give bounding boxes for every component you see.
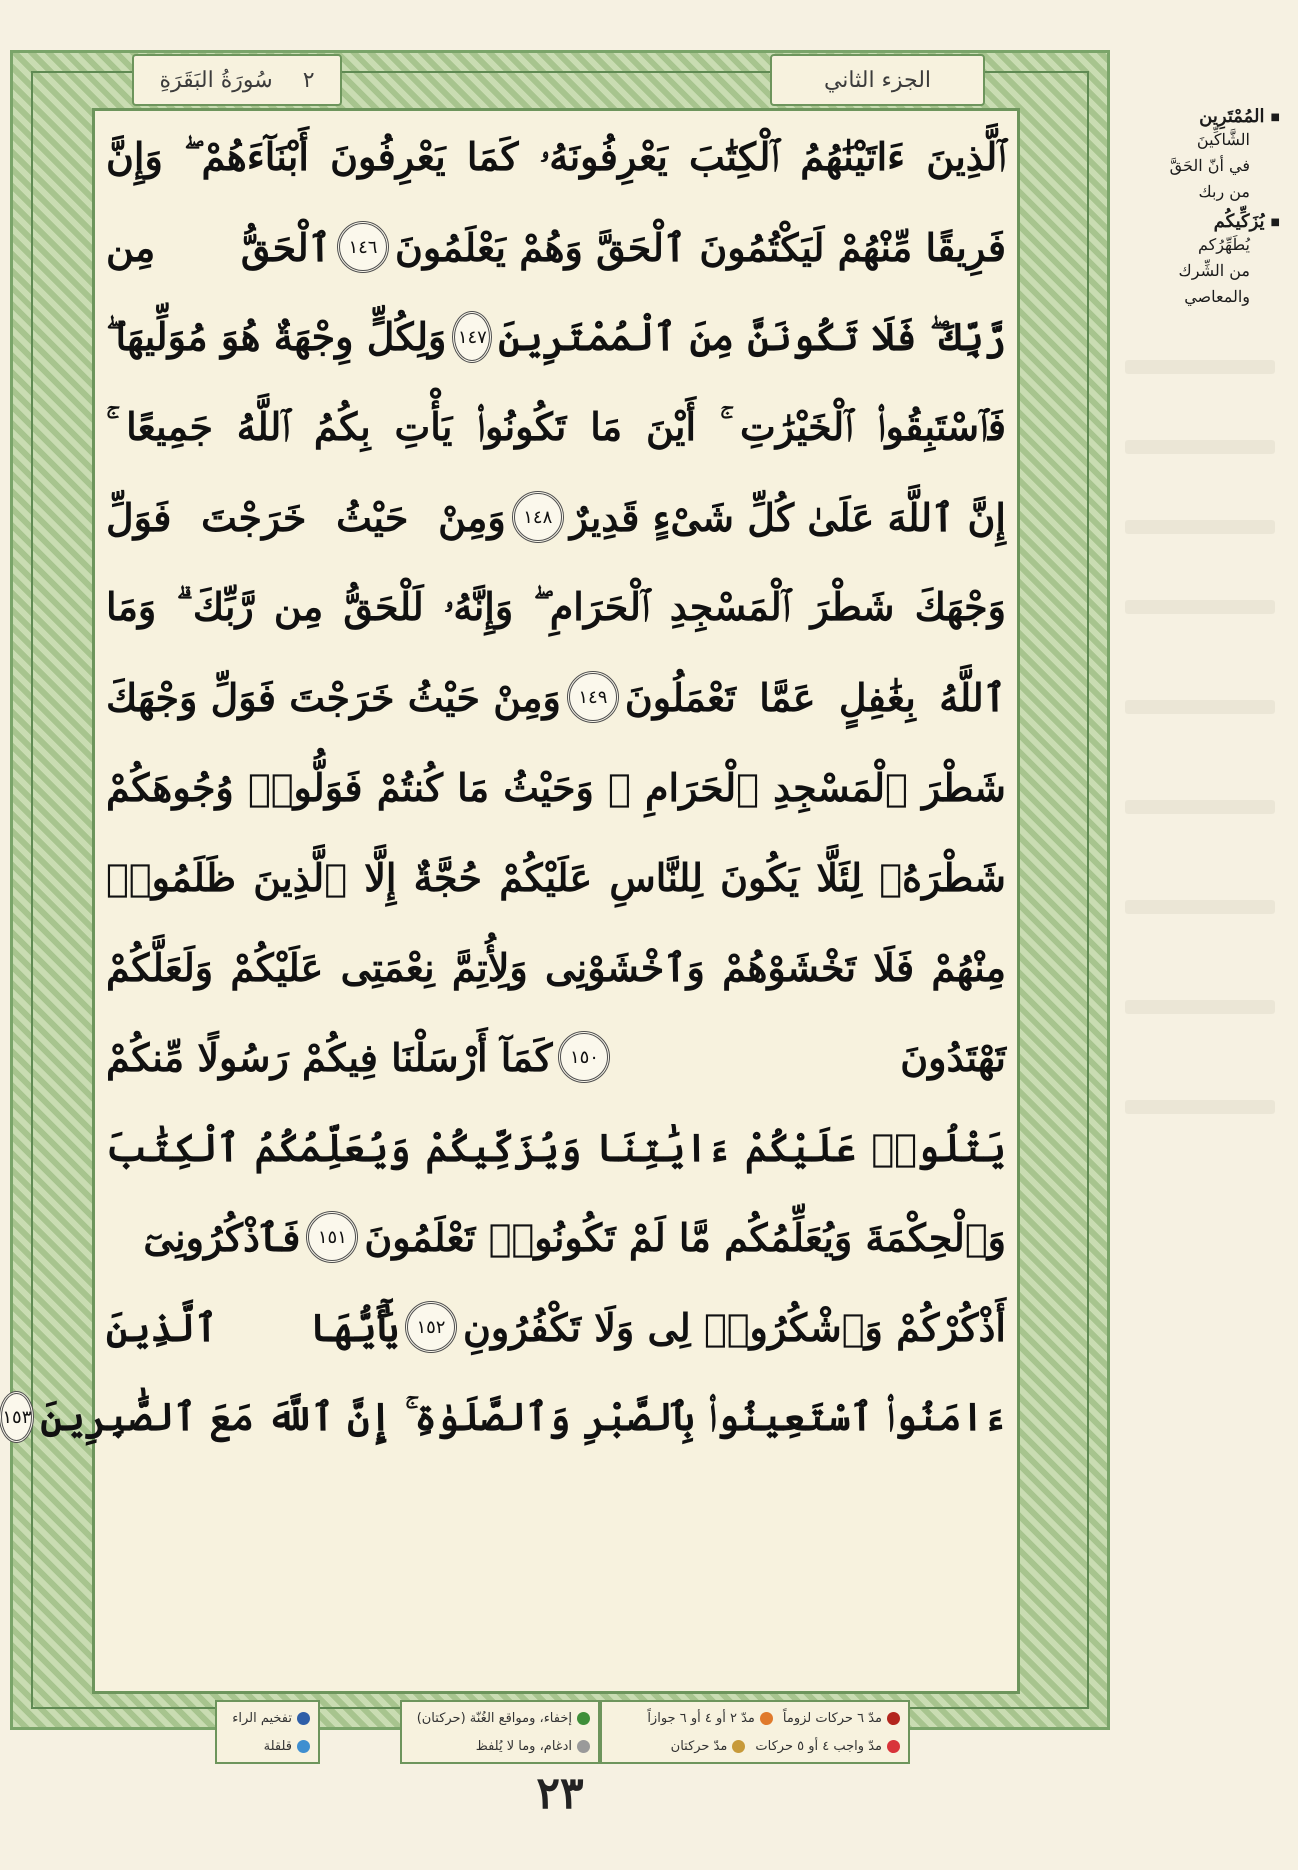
bleed-through-mark	[1125, 900, 1275, 914]
verse-block	[2, 112, 1020, 1462]
bleed-through-mark	[1125, 520, 1275, 534]
juz-name: الجزء الثاني	[823, 67, 932, 93]
gloss-definition: يُطَهِّرُكم	[1197, 235, 1250, 254]
color-dot	[297, 1712, 310, 1725]
surah-name: سُورَةُ البَقَرَةِ	[159, 67, 273, 93]
verse-line: فَرِيقًا مِّنْهُمْ لَيَكْتُمُونَ ٱلْحَقَّ وَهُمْ يَعْلَمُونَ ١٤٦ ٱلْحَقُّ مِن	[92, 202, 1020, 292]
legend-item: مدّ ٢ أو ٤ أو ٦ جوازاً	[647, 1711, 773, 1726]
ayah-number-badge: ١٤٩	[567, 671, 619, 723]
verse-line: رَّبِّكَ ۖ فَلَا تَكُونَنَّ مِنَ ٱلْمُمْتَرِينَ ١٤٧ وَلِكُلٍّ وِجْهَةٌ هُوَ مُوَلِّيهَا ۖ	[92, 292, 1020, 382]
ayah-number-badge: ١٥٢	[405, 1301, 457, 1353]
ayah-number-badge: ١٥٣	[0, 1391, 34, 1443]
gloss-term: ■ يُزَكِّيكُم	[1130, 211, 1280, 232]
bleed-through-mark	[1125, 360, 1275, 374]
gloss-definition: الشَّاكِّينَ	[1196, 130, 1250, 149]
gloss-definition: من ربك	[1198, 182, 1250, 201]
color-dot	[577, 1712, 590, 1725]
color-dot	[297, 1740, 310, 1753]
verse-line: شَطْرَ ٱلْمَسْجِدِ ٱلْحَرَامِ ۚ وَحَيْثُ مَا كُنتُمْ فَوَلُّوا۟ وُجُوهَكُمْ	[106, 764, 1006, 810]
tajweed-legend-madd	[600, 1700, 910, 1764]
verse-line: إِنَّ ٱللَّهَ عَلَىٰ كُلِّ شَىْءٍ قَدِيرٌ ١٤٨ وَمِنْ حَيْثُ خَرَجْتَ فَوَلِّ	[92, 472, 1020, 562]
tajweed-legend-ra	[215, 1700, 320, 1764]
verse-line: ءَامَنُوا۟ ٱسْتَعِينُوا۟ بِٱلصَّبْرِ وَٱلصَّلَوٰةِ ۚ إِنَّ ٱللَّهَ مَعَ ٱلصَّٰبِرِينَ ١٥٣	[92, 1372, 1020, 1462]
verse-line: مِنْهُمْ فَلَا تَخْشَوْهُمْ وَٱخْشَوْنِى وَلِأُتِمَّ نِعْمَتِى عَلَيْكُمْ وَلَعَلَّكُمْ	[106, 944, 1006, 990]
bleed-through-mark	[1125, 800, 1275, 814]
bleed-through-mark	[1125, 700, 1275, 714]
verse-line: وَٱلْحِكْمَةَ وَيُعَلِّمُكُم مَّا لَمْ تَكُونُوا۟ تَعْلَمُونَ ١٥١ فَٱذْكُرُونِىٓ	[92, 1192, 1020, 1282]
bleed-through-mark	[1125, 600, 1275, 614]
ayah-number-badge: ١٤٧	[452, 311, 492, 363]
gloss-definition: من الشِّرك	[1178, 261, 1250, 280]
verse-line: فَٱسْتَبِقُوا۟ ٱلْخَيْرَٰتِ ۚ أَيْنَ مَا تَكُونُوا۟ يَأْتِ بِكُمُ ٱللَّهُ جَمِيعًا ۚ	[106, 404, 1006, 449]
legend-item: مدّ ٦ حركات لزوماً	[783, 1711, 900, 1726]
color-dot	[887, 1740, 900, 1753]
verse-line: ٱلَّذِينَ ءَاتَيْنَٰهُمُ ٱلْكِتَٰبَ يَعْرِفُونَهُۥ كَمَا يَعْرِفُونَ أَبْنَآءَهُمْ ۖ وَإِنَّ	[106, 134, 1006, 179]
gloss-definition: والمعاصي	[1184, 287, 1250, 306]
juz-header	[770, 54, 985, 106]
legend-item: قلقلة	[225, 1739, 310, 1754]
ayah-number-badge: ١٤٨	[512, 491, 564, 543]
tajweed-legend-ghunna	[400, 1700, 600, 1764]
verse-line: وَجْهَكَ شَطْرَ ٱلْمَسْجِدِ ٱلْحَرَامِ ۖ وَإِنَّهُۥ لَلْحَقُّ مِن رَّبِّكَ ۗ وَمَا	[106, 584, 1006, 629]
color-dot	[887, 1712, 900, 1725]
legend-item: ادغام، وما لا يُلفظ	[410, 1739, 590, 1754]
legend-item: تفخيم الراء	[225, 1711, 310, 1726]
color-dot	[577, 1740, 590, 1753]
surah-number: ٢	[302, 67, 315, 93]
verse-line: أَذْكُرْكُمْ وَٱشْكُرُوا۟ لِى وَلَا تَكْفُرُونِ ١٥٢ يَٰٓأَيُّهَا ٱلَّذِينَ	[92, 1282, 1020, 1372]
gloss-term: ■ المُمْتَرِين	[1130, 106, 1280, 127]
verse-line: يَتْلُوا۟ عَلَيْكُمْ ءَايَٰتِنَا وَيُزَكِّيكُمْ وَيُعَلِّمُكُمُ ٱلْكِتَٰبَ	[106, 1124, 1006, 1170]
verse-line: ٱللَّهُ بِغَٰفِلٍ عَمَّا تَعْمَلُونَ ١٤٩ وَمِنْ حَيْثُ خَرَجْتَ فَوَلِّ وَجْهَكَ	[92, 652, 1020, 742]
page-number: ٢٣	[536, 1768, 584, 1819]
surah-header	[132, 54, 342, 106]
bleed-through-mark	[1125, 1100, 1275, 1114]
legend-item: مدّ واجب ٤ أو ٥ حركات	[755, 1739, 900, 1754]
verse-line: تَهْتَدُونَ ١٥٠ كَمَآ أَرْسَلْنَا فِيكُمْ رَسُولًا مِّنكُمْ	[92, 1012, 1020, 1102]
bleed-through-mark	[1125, 1000, 1275, 1014]
ayah-number-badge: ١٤٦	[337, 221, 389, 273]
margin-glossary	[1130, 100, 1280, 310]
legend-item: إخفاء، ومواقع الغُنّة (حركتان)	[410, 1711, 590, 1726]
ayah-number-badge: ١٥٠	[558, 1031, 610, 1083]
gloss-definition: في أنّ الحَقَّ	[1169, 156, 1250, 175]
color-dot	[760, 1712, 773, 1725]
color-dot	[732, 1740, 745, 1753]
legend-item: مدّ حركتان	[671, 1739, 746, 1754]
bleed-through-mark	[1125, 440, 1275, 454]
verse-line: شَطْرَهُۥ لِئَلَّا يَكُونَ لِلنَّاسِ عَلَيْكُمْ حُجَّةٌ إِلَّا ٱلَّذِينَ ظَلَمُوا۟	[106, 854, 1006, 900]
ayah-number-badge: ١٥١	[306, 1211, 358, 1263]
